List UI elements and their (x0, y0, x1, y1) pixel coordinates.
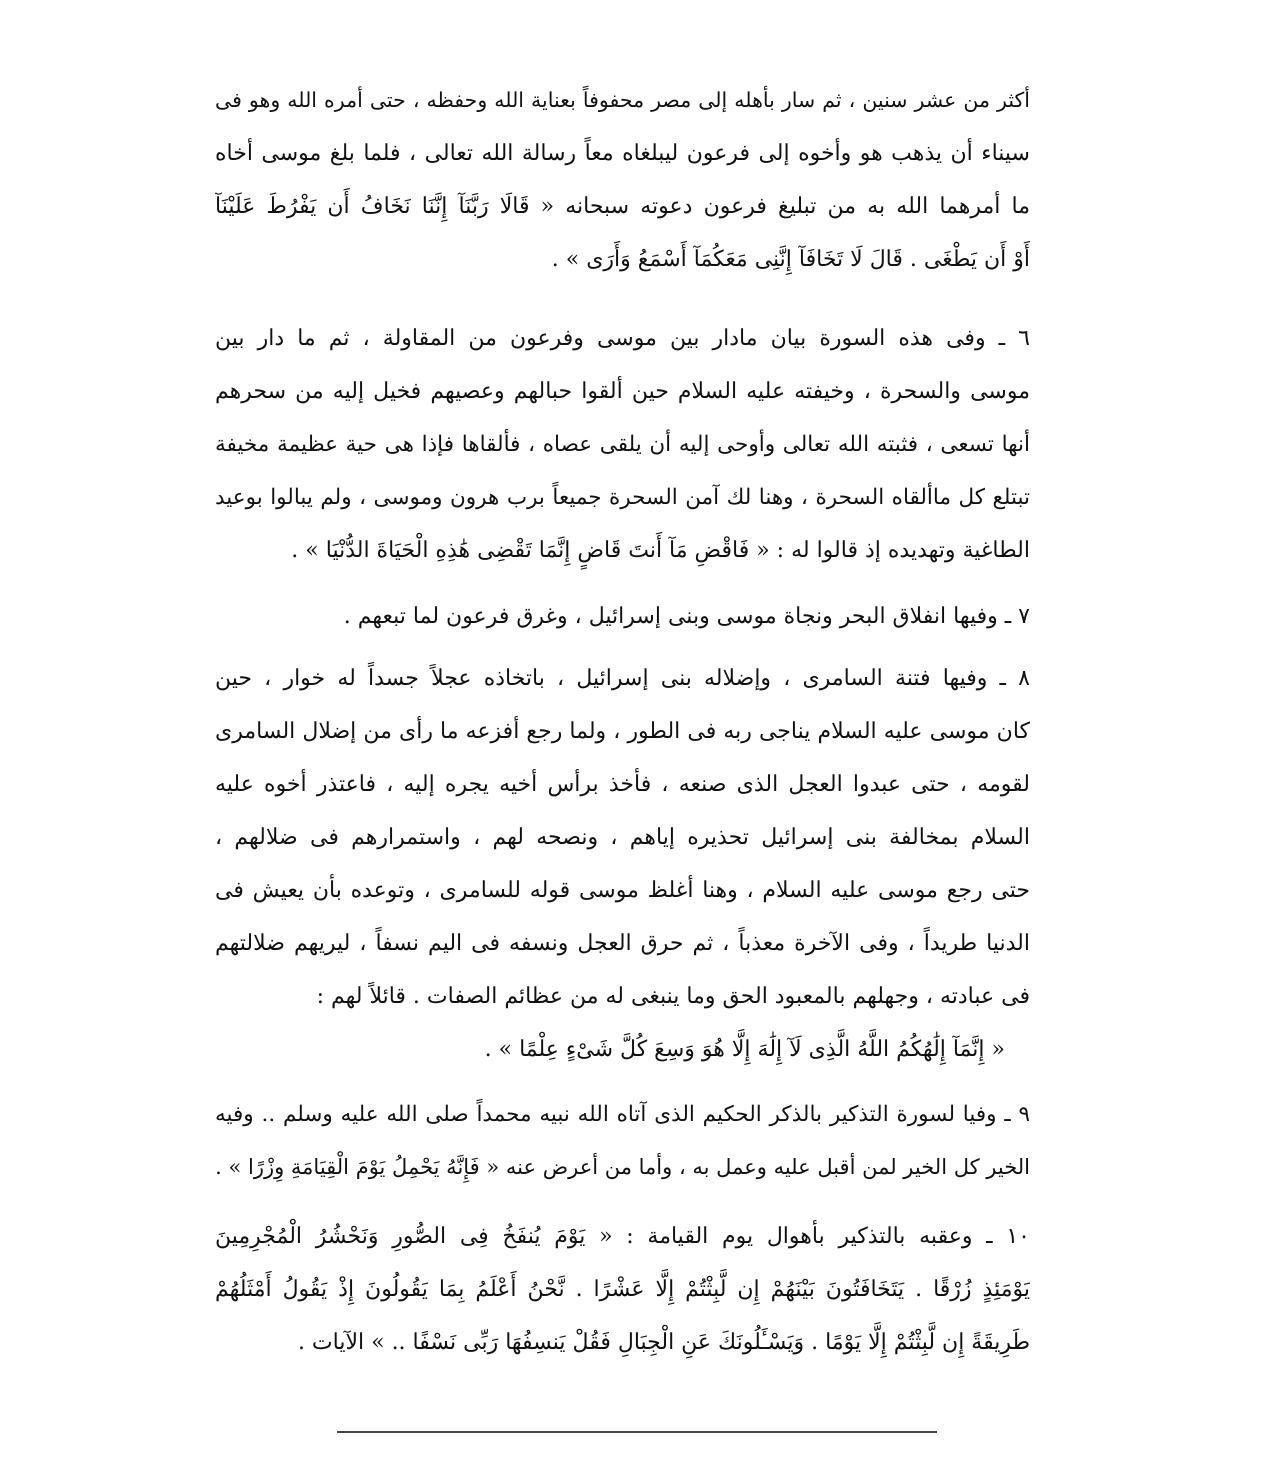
text-line: ٩ ـ وفيا لسورة التذكير بالذكر الحكيم الذى آتاه الله نبيه محمداً صلى الله عليه وسلم .. وفيه (215, 1102, 1030, 1127)
paragraph-9 (215, 1088, 1030, 1194)
text-line: ٦ ـ وفى هذه السورة بيان مادار بين موسى وفرعون من المقاولة ، ثم ما دار بين (215, 326, 1030, 351)
paragraph-intro (215, 74, 1030, 286)
text-line: سيناء أن يذهب هو وأخوه إلى فرعون ليبلغاه معاً رسالة الله تعالى ، فلما بلغ موسى أخاه (215, 141, 1030, 166)
text-line: طَرِيقَةً إِن لَّبِثْتُمْ إِلَّا يَوْمًا . وَيَسْـَٔلُونَكَ عَنِ الْجِبَالِ فَقُلْ يَنسِفُهَا رَبِّى نَسْفًا .. » الآيات . (297, 1330, 1030, 1355)
text-line: ما أمرهما الله به من تبليغ فرعون دعوته سبحانه « قَالَا رَبَّنَآ إِنَّنَا نَخَافُ أَن يَفْرُطَ عَلَيْنَآ (215, 194, 1030, 219)
text-line: تبتلع كل ماألقاه السحرة ، وهنا لك آمن السحرة جميعاً برب هرون وموسى ، ولم يبالوا بوعيد (215, 485, 1030, 510)
text-line: موسى والسحرة ، وخيفته عليه السلام حين ألقوا حبالهم وعصيهم فخيل إليه من سحرهم (215, 379, 1030, 404)
text-line: فى عبادته ، وجهلهم بالمعبود الحق وما ينبغى له من عظائم الصفات . قائلاً لهم : (316, 984, 1030, 1009)
text-line: الدنيا طريداً ، وفى الآخرة معذباً ، ثم حرق العجل ونسفه فى اليم نسفاً ، ليريهم ضلالتهم (215, 931, 1030, 956)
text-line: ٧ ـ وفيها انفلاق البحر ونجاة موسى وبنى إسرائيل ، وغرق فرعون لما تبعهم . (343, 604, 1030, 629)
text-line: حتى رجع موسى عليه السلام ، وهنا أغلظ موسى قوله للسامرى ، وتوعده بأن يعيش فى (215, 878, 1030, 903)
text-line: ١٠ ـ وعقبه بالتذكير بأهوال يوم القيامة : « يَوْمَ يُنفَخُ فِى الصُّورِ وَنَحْشُرُ الْمُجْرِمِينَ (215, 1224, 1030, 1249)
quran-verse-line: « إِنَّمَآ إِلَٰهُكُمُ اللَّهُ الَّذِى لَآ إِلَٰهَ إِلَّا هُوَ وَسِعَ كُلَّ شَىْءٍ عِلْمًا » . (484, 1037, 1005, 1062)
paragraph-6 (215, 312, 1030, 577)
text-line: السلام بمخالفة بنى إسرائيل تحذيره إياهم ، ونصحه لهم ، واستمرارهم فى ضلالهم ، (215, 825, 1030, 850)
text-line: الخير كل الخير لمن أقبل عليه وعمل به ، وأما من أعرض عنه « فَإِنَّهُ يَحْمِلُ يَوْمَ الْقِيَامَةِ وِزْرًا » . (215, 1155, 1030, 1179)
text-line: أكثر من عشر سنين ، ثم سار بأهله إلى مصر محفوفاً بعناية الله وحفظه ، حتى أمره الله وهو فى (215, 88, 1030, 112)
paragraph-8 (215, 652, 1030, 1076)
text-line: يَوْمَئِذٍ زُرْقًا . يَتَخَافَتُونَ بَيْنَهُمْ إِن لَّبِثْتُمْ إِلَّا عَشْرًا . نَّحْنُ أَعْلَمُ بِمَا يَقُولُونَ إِذْ يَقُولُ أَمْثَلُهُمْ (215, 1277, 1030, 1302)
footer-divider (337, 1431, 937, 1433)
text-line: أَوْ أَن يَطْغَى . قَالَ لَا تَخَافَآ إِنَّنِى مَعَكُمَآ أَسْمَعُ وَأَرَى » . (551, 247, 1030, 272)
text-line: أنها تسعى ، فثبته الله تعالى وأوحى إليه أن يلقى عصاه ، فألقاها فإذا هى حية عظيمة مخيفة (215, 432, 1030, 457)
text-line: لقومه ، حتى عبدوا العجل الذى صنعه ، فأخذ برأس أخيه يجره إليه ، فاعتذر أخوه عليه (215, 772, 1030, 797)
text-line: الطاغية وتهديده إذ قالوا له : « فَاقْضِ مَآ أَنتَ قَاضٍ إِنَّمَا تَقْضِى هَٰذِهِ الْحَيَاةَ الدُّنْيَا » . (291, 538, 1030, 563)
text-line: كان موسى عليه السلام يناجى ربه فى الطور ، ولما رجع أفزعه ما رأى من إضلال السامرى (215, 719, 1030, 744)
paragraph-10 (215, 1210, 1030, 1369)
text-line: ٨ ـ وفيها فتنة السامرى ، وإضلاله بنى إسرائيل ، باتخاذه عجلاً جسداً له خوار ، حين (215, 666, 1030, 691)
paragraph-7 (215, 590, 1030, 643)
